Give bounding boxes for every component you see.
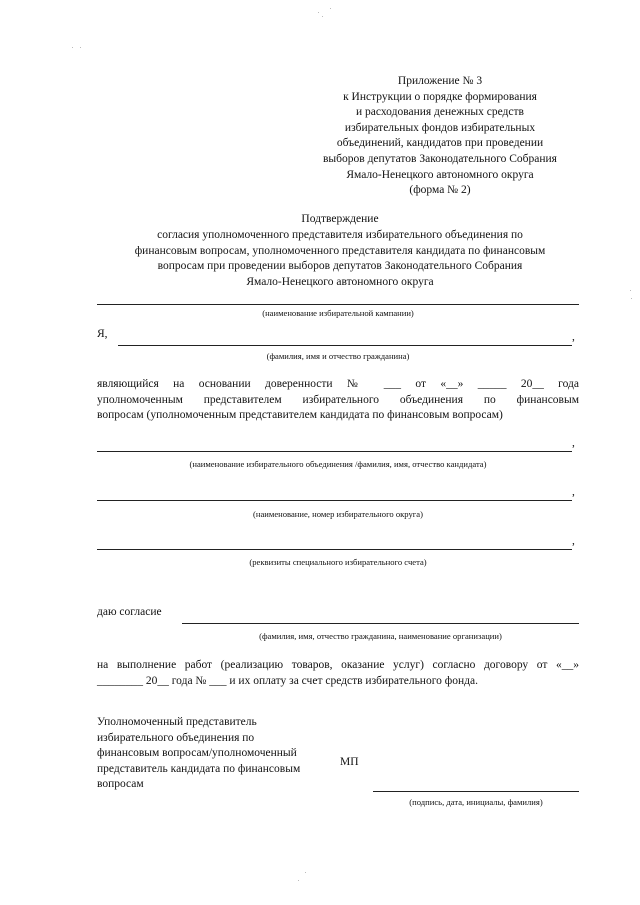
person-caption: (фамилия, имя и отчество гражданина): [266, 351, 410, 361]
scan-speck: [631, 298, 632, 299]
comma: ,: [572, 437, 575, 449]
basis-line: вопросам (уполномоченным представителем кандидата по финансовым вопросам): [97, 409, 503, 422]
appendix-line: и расходования денежных средств: [356, 106, 524, 119]
work-line: на выполнение работ (реализацию товаров, оказание услуг) согласно договору от «__»: [97, 659, 579, 671]
stamp-label: МП: [340, 756, 359, 768]
title-heading: Подтверждение: [301, 213, 379, 225]
district-caption: (наименование, номер избирательного округа): [253, 509, 423, 519]
appendix-line: Приложение № 3: [397, 75, 483, 87]
party-name-field[interactable]: [97, 451, 572, 452]
rep-line: избирательного объединения по: [97, 731, 255, 744]
organization-field[interactable]: [182, 623, 579, 624]
rep-line: вопросам: [97, 778, 144, 791]
scan-speck: [330, 8, 331, 9]
scan-speck: [322, 16, 323, 17]
title-line: согласия уполномоченного представителя избирательного объединения по: [157, 228, 523, 241]
district-field[interactable]: [97, 500, 572, 501]
rep-line: финансовым вопросам/уполномоченный: [97, 747, 297, 760]
title-line: финансовым вопросам, уполномоченного представителя кандидата по финансовым: [134, 244, 546, 257]
document-title: [80, 212, 600, 291]
scan-speck: [298, 880, 299, 881]
rep-line: Уполномоченный представитель: [97, 716, 257, 728]
basis-paragraph: [97, 377, 579, 424]
account-field[interactable]: [97, 549, 572, 550]
scan-speck: [72, 47, 73, 48]
party-caption: (наименование избирательного объединения /фамилия, имя, отчество кандидата): [189, 459, 487, 469]
title-line: Ямало-Ненецкого автономного округа: [246, 276, 434, 289]
title-line: вопросам при проведении выборов депутатов Законодательного Собрания: [157, 260, 523, 273]
appendix-line: избирательных фондов избирательных: [344, 121, 536, 134]
appendix-line: Ямало-Ненецкого автономного округа: [346, 168, 534, 181]
appendix-block: [300, 74, 580, 199]
signature-caption: (подпись, дата, инициалы, фамилия): [409, 797, 543, 807]
appendix-form-number: (форма № 2): [409, 184, 471, 197]
consent-label: даю согласие: [97, 606, 162, 618]
scan-speck: [318, 12, 319, 13]
scan-speck: [80, 47, 81, 48]
campaign-name-field[interactable]: [97, 304, 579, 305]
comma: ,: [572, 331, 575, 343]
i-label: Я,: [97, 328, 108, 340]
work-paragraph: [97, 658, 579, 689]
person-name-field[interactable]: [118, 345, 572, 346]
basis-line: уполномоченным представителем избирательного объединения по финансовым: [97, 393, 579, 406]
appendix-line: выборов депутатов Законодательного Собрания: [323, 152, 557, 165]
rep-line: представитель кандидата по финансовым: [97, 762, 301, 775]
comma: ,: [572, 535, 575, 547]
appendix-line: к Инструкции о порядке формирования: [343, 90, 537, 103]
appendix-line: объединений, кандидатов при проведении: [336, 137, 544, 150]
comma: ,: [572, 486, 575, 498]
representative-block: [97, 715, 337, 793]
scan-speck: [305, 872, 306, 873]
campaign-caption: (наименование избирательной кампании): [262, 308, 414, 318]
account-caption: (реквизиты специального избирательного счета): [249, 557, 427, 567]
work-line: ________ 20__ года № ___ и их оплату за счет средств избирательного фонда.: [97, 674, 478, 687]
scan-speck: [630, 290, 631, 291]
signature-field[interactable]: [373, 791, 579, 792]
basis-line: являющийся на основании доверенности № ___ от «__» _____ 20__ года: [97, 378, 579, 390]
org-caption: (фамилия, имя, отчество гражданина, наименование организации): [259, 631, 502, 641]
